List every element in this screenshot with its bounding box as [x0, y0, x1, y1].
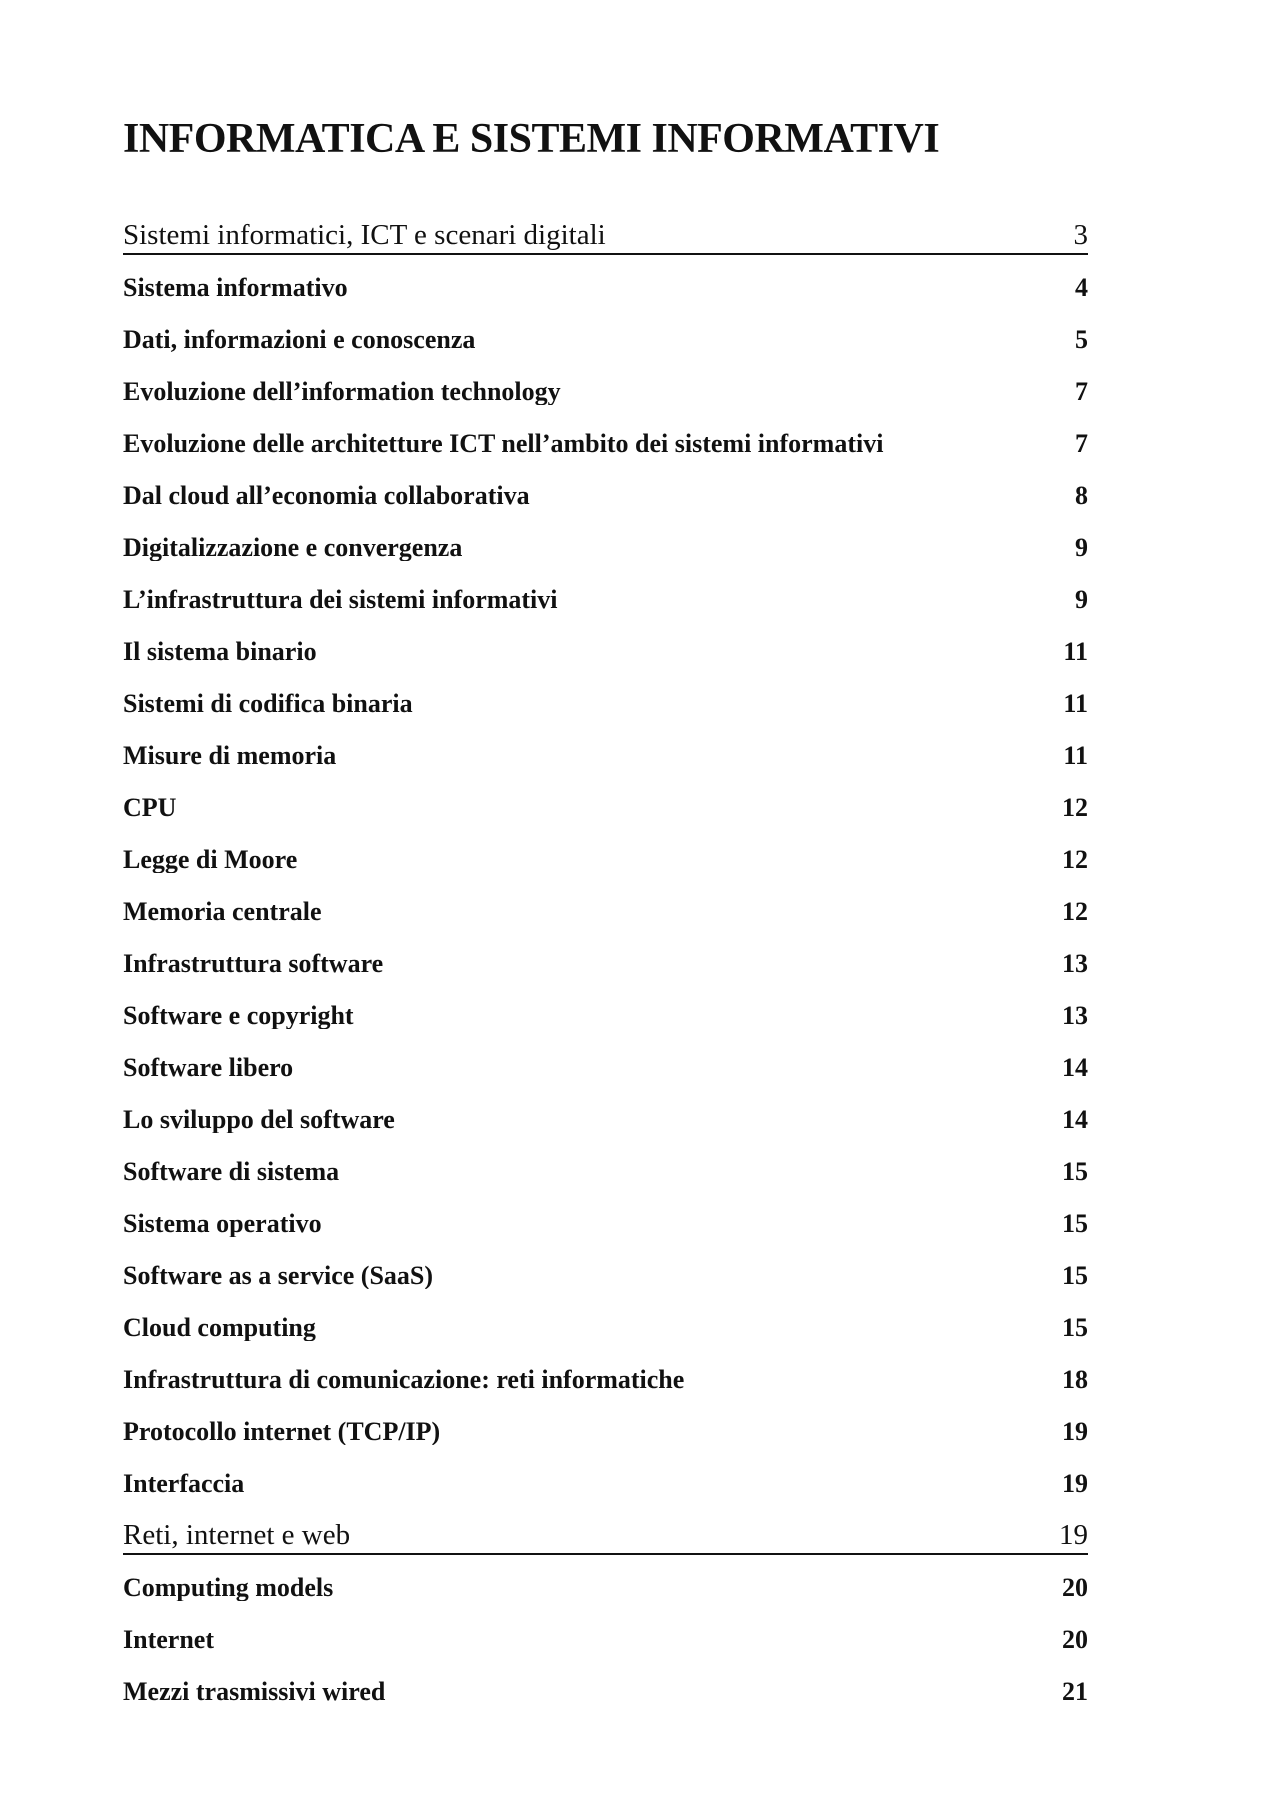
toc-entry-label: Il sistema binario — [123, 639, 317, 665]
toc-page-number: 11 — [1063, 637, 1088, 666]
toc-entry[interactable] — [123, 1347, 1088, 1399]
toc-entry[interactable] — [123, 1139, 1088, 1191]
toc-page-number: 9 — [1075, 533, 1088, 562]
page-title: INFORMATICA E SISTEMI INFORMATIVI — [123, 116, 940, 162]
toc-entry-label: Memoria centrale — [123, 899, 322, 925]
toc-entry[interactable] — [123, 1607, 1088, 1659]
toc-entry-label: Sistema informativo — [123, 275, 348, 301]
toc-entry[interactable] — [123, 723, 1088, 775]
toc-page-number: 19 — [1062, 1417, 1088, 1446]
toc-entry-label: Evoluzione delle architetture ICT nell’ambito dei sistemi informativi — [123, 431, 884, 457]
toc-entry[interactable] — [123, 1659, 1088, 1711]
toc-page-number: 19 — [1062, 1469, 1088, 1498]
toc-entry[interactable] — [123, 255, 1088, 307]
toc-entry-label: Sistemi informatici, ICT e scenari digitali — [123, 221, 606, 250]
toc-entry[interactable] — [123, 1451, 1088, 1503]
toc-entry[interactable] — [123, 411, 1088, 463]
toc-page-number: 5 — [1075, 325, 1088, 354]
toc-entry-label: CPU — [123, 795, 177, 821]
toc-entry-label: Legge di Moore — [123, 847, 298, 873]
toc-entry[interactable] — [123, 1399, 1088, 1451]
toc-entry-label: Interfaccia — [123, 1471, 245, 1497]
toc-page-number: 7 — [1075, 429, 1088, 458]
toc-page-number: 13 — [1062, 949, 1088, 978]
toc-entry[interactable] — [123, 307, 1088, 359]
toc-page-number: 15 — [1062, 1157, 1088, 1186]
toc-page-number: 20 — [1062, 1573, 1088, 1602]
toc-page-number: 3 — [1073, 219, 1088, 251]
toc-section-heading[interactable] — [123, 1503, 1088, 1555]
toc-entry-label: Sistema operativo — [123, 1211, 322, 1237]
toc-entry-label: Lo sviluppo del software — [123, 1107, 395, 1133]
toc-page-number: 20 — [1062, 1625, 1088, 1654]
toc-entry-label: Internet — [123, 1627, 214, 1653]
toc-page-number: 19 — [1059, 1519, 1088, 1551]
toc-page-number: 13 — [1062, 1001, 1088, 1030]
toc-entry-label: Software libero — [123, 1055, 294, 1081]
toc-entry-label: Computing models — [123, 1575, 334, 1601]
toc-section-heading[interactable] — [123, 203, 1088, 255]
toc-entry[interactable] — [123, 1295, 1088, 1347]
toc-entry-label: Software as a service (SaaS) — [123, 1263, 434, 1289]
toc-entry[interactable] — [123, 879, 1088, 931]
toc-page-number: 7 — [1075, 377, 1088, 406]
toc-entry-label: Dati, informazioni e conoscenza — [123, 327, 476, 353]
toc-entry[interactable] — [123, 463, 1088, 515]
toc-page-number: 21 — [1062, 1677, 1088, 1706]
toc-page-number: 9 — [1075, 585, 1088, 614]
toc-entry-label: Infrastruttura di comunicazione: reti informatiche — [123, 1367, 685, 1393]
toc-page-number: 14 — [1062, 1105, 1088, 1134]
toc-entry[interactable] — [123, 567, 1088, 619]
toc-page-number: 12 — [1062, 897, 1088, 926]
toc-entry[interactable] — [123, 1243, 1088, 1295]
toc-page-number: 11 — [1063, 741, 1088, 770]
toc-entry[interactable] — [123, 359, 1088, 411]
toc-page-number: 15 — [1062, 1261, 1088, 1290]
toc-entry-label: Dal cloud all’economia collaborativa — [123, 483, 530, 509]
toc-page-number: 15 — [1062, 1313, 1088, 1342]
toc-page-number: 11 — [1063, 689, 1088, 718]
toc-entry-label: Reti, internet e web — [123, 1521, 351, 1550]
table-of-contents — [123, 203, 1088, 1711]
toc-entry[interactable] — [123, 827, 1088, 879]
toc-page-number: 4 — [1075, 273, 1088, 302]
toc-entry-label: Cloud computing — [123, 1315, 316, 1341]
toc-entry-label: Infrastruttura software — [123, 951, 384, 977]
toc-entry-label: Mezzi trasmissivi wired — [123, 1679, 386, 1705]
toc-page-number: 15 — [1062, 1209, 1088, 1238]
toc-entry[interactable] — [123, 1035, 1088, 1087]
toc-entry-label: Misure di memoria — [123, 743, 337, 769]
toc-entry[interactable] — [123, 671, 1088, 723]
toc-entry-label: Software di sistema — [123, 1159, 340, 1185]
toc-entry-label: Sistemi di codifica binaria — [123, 691, 413, 717]
toc-entry[interactable] — [123, 1191, 1088, 1243]
toc-page-number: 14 — [1062, 1053, 1088, 1082]
toc-entry[interactable] — [123, 619, 1088, 671]
toc-entry-label: Evoluzione dell’information technology — [123, 379, 561, 405]
toc-entry-label: Software e copyright — [123, 1003, 354, 1029]
toc-page-number: 8 — [1075, 481, 1088, 510]
toc-page-number: 18 — [1062, 1365, 1088, 1394]
toc-entry[interactable] — [123, 931, 1088, 983]
toc-page-number: 12 — [1062, 845, 1088, 874]
toc-entry-label: L’infrastruttura dei sistemi informativi — [123, 587, 558, 613]
toc-entry[interactable] — [123, 515, 1088, 567]
document-page — [123, 0, 1088, 1811]
toc-entry-label: Digitalizzazione e convergenza — [123, 535, 463, 561]
toc-entry[interactable] — [123, 1087, 1088, 1139]
toc-entry-label: Protocollo internet (TCP/IP) — [123, 1419, 441, 1445]
toc-page-number: 12 — [1062, 793, 1088, 822]
toc-entry[interactable] — [123, 1555, 1088, 1607]
toc-entry[interactable] — [123, 775, 1088, 827]
toc-entry[interactable] — [123, 983, 1088, 1035]
